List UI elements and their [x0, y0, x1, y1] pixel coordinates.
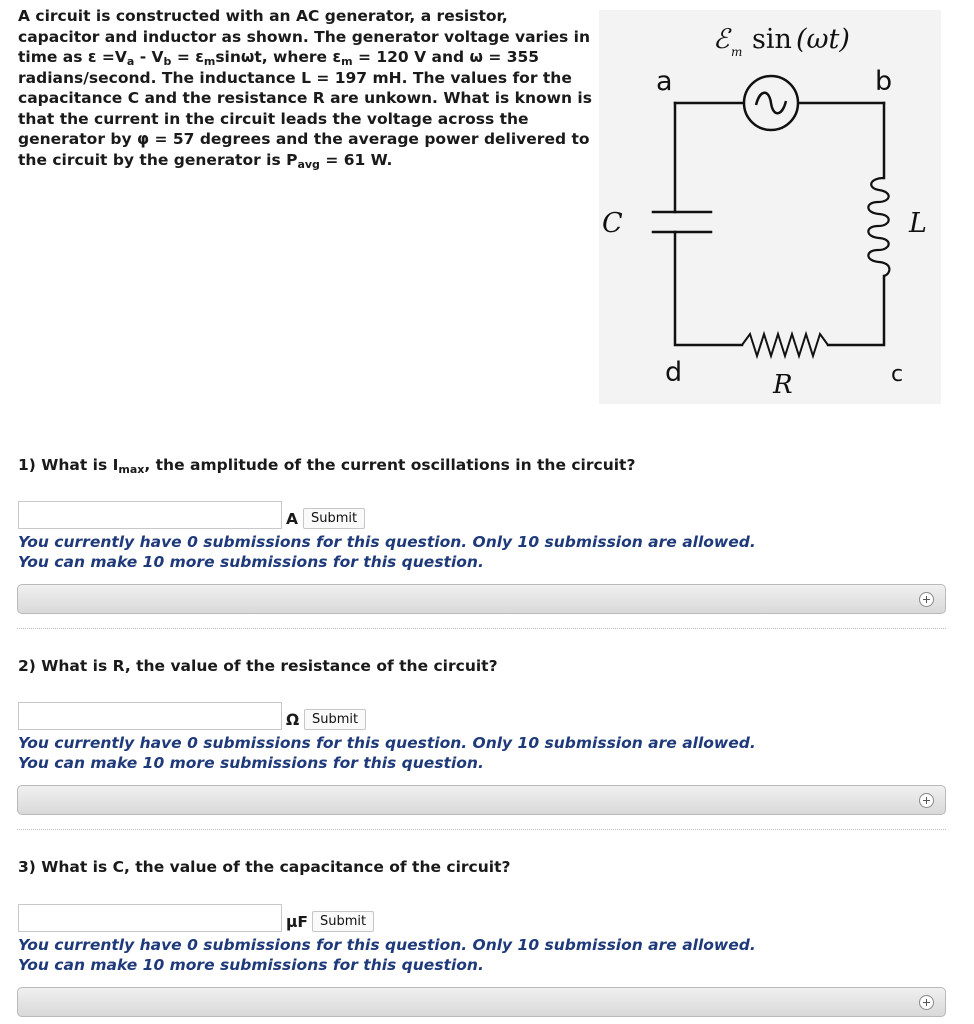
subscript-b: b: [163, 55, 172, 68]
hint-panel-2[interactable]: [17, 785, 946, 815]
subscript-m-1: m: [203, 55, 216, 68]
submit-button-1[interactable]: Submit: [303, 508, 365, 529]
resistor-zigzag: [742, 334, 828, 356]
unit-label-3: μF: [286, 913, 308, 931]
remaining-notice-3: You can make 10 more submissions for this question.: [18, 956, 484, 974]
expand-plus-icon[interactable]: [919, 995, 934, 1010]
separator-1: [17, 628, 946, 629]
remaining-notice-1: You can make 10 more submissions for this question.: [18, 553, 484, 571]
unit-label-2: Ω: [286, 711, 300, 729]
submission-notice-3: You currently have 0 submissions for this question. Only 10 submission are allowed.: [18, 936, 756, 954]
wire-resistor-c-inductor: [828, 276, 884, 345]
subscript-avg: avg: [297, 157, 320, 171]
submission-notice-1: You currently have 0 submissions for this question. Only 10 submission are allowed.: [18, 533, 756, 551]
question-2-text: 2) What is R, the value of the resistance of the circuit?: [18, 657, 498, 675]
emf-argument: (ωt): [796, 24, 850, 55]
problem-text-2: - V: [134, 48, 164, 66]
subscript-max: max: [118, 463, 145, 476]
emf-subscript: m: [731, 45, 743, 59]
wire-capacitor-d-resistor: [675, 232, 742, 345]
question-1-text: 1) What is $I_{max}$, the amplitude of the current oscillations in the circuit?: [18, 456, 636, 476]
circuit-diagram: [599, 10, 941, 404]
capacitor-label: C: [602, 208, 623, 239]
node-c-label: c: [891, 362, 904, 387]
separator-2: [17, 829, 946, 830]
answer-input-1[interactable]: [18, 501, 282, 529]
problem-text-5: = 120 V and ω = 355 radians/second. The inductance L = 197 mH. The values for the capacitance C and the resistance R are unkown. What is known is that the current in the circuit leads the voltage across the generator by φ = 57 degrees and the average power delivered to the circuit by the generator is P: [18, 48, 592, 169]
problem-text-6: = 61 W.: [319, 150, 393, 169]
node-a-label: a: [656, 66, 673, 97]
problem-text-3: = ε: [171, 48, 204, 66]
expand-plus-icon[interactable]: [919, 793, 934, 808]
problem-text-1: A circuit is constructed with an AC generator, a resistor, capacitor and inductor as shown. The generator voltage varies in time as ε =V: [18, 7, 590, 66]
hint-panel-1[interactable]: [17, 584, 946, 614]
submit-button-3[interactable]: Submit: [312, 911, 374, 932]
problem-statement: [18, 6, 593, 170]
subscript-m-2: m: [341, 55, 353, 68]
unit-label-1: A: [286, 510, 298, 528]
resistor-label: R: [773, 370, 793, 400]
hint-panel-3[interactable]: [17, 987, 946, 1017]
submission-notice-2: You currently have 0 submissions for this question. Only 10 submission are allowed.: [18, 734, 756, 752]
node-b-label: b: [875, 66, 893, 97]
ac-generator: [744, 76, 798, 130]
answer-input-2[interactable]: [18, 702, 282, 730]
remaining-notice-2: You can make 10 more submissions for this question.: [18, 754, 484, 772]
question-3-text: 3) What is C, the value of the capacitance of the circuit?: [18, 858, 511, 876]
subscript-a: a: [126, 55, 135, 68]
inductor-label: L: [909, 208, 927, 239]
circuit-svg: [599, 10, 941, 404]
submit-button-2[interactable]: Submit: [304, 709, 366, 730]
emf-symbol: ℰ: [713, 24, 730, 55]
emf-function: sin: [752, 24, 792, 55]
expand-plus-icon[interactable]: [919, 592, 934, 607]
inductor-coil: [868, 178, 889, 276]
answer-input-3[interactable]: [18, 904, 282, 932]
problem-text-4: sinωt, where ε: [215, 48, 342, 66]
node-d-label: d: [665, 357, 683, 388]
